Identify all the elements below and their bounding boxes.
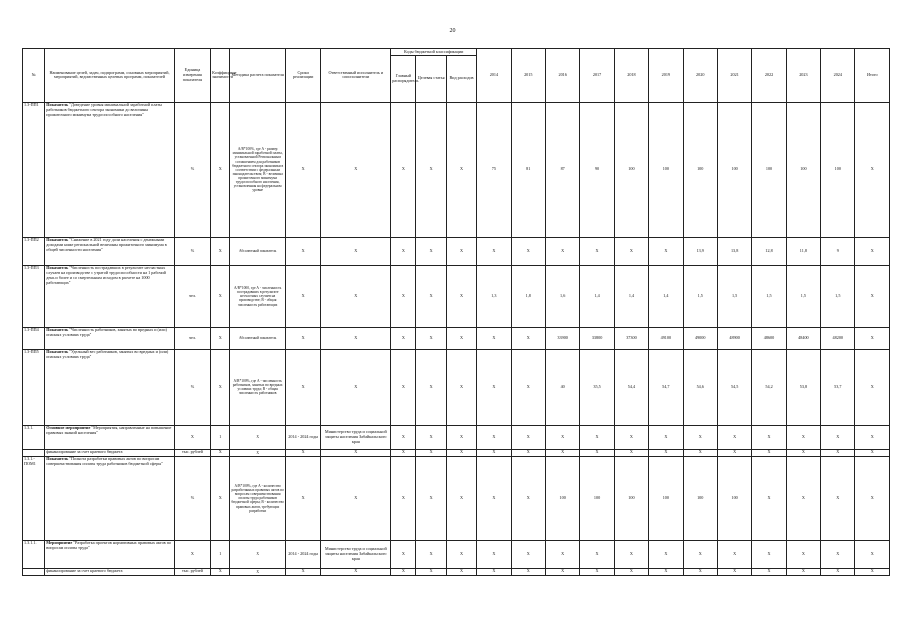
row-year-value: X xyxy=(717,425,751,449)
row-year-value: 100 xyxy=(580,456,614,540)
row-year-value: 1,6 xyxy=(545,265,579,327)
row-year-value: X xyxy=(821,568,855,575)
row-total: X xyxy=(855,265,890,327)
row-method: Абсолютный показатель xyxy=(230,327,286,349)
row-coef: 1 xyxy=(211,425,230,449)
row-total: X xyxy=(855,540,890,568)
row-name xyxy=(45,349,174,425)
header-name: Наименование целей, задач, подпрограмм, основных мероприятий, мероприятий, ведомственных целевых программ, показателей xyxy=(45,49,174,103)
row-year-value: 1,3 xyxy=(477,265,511,327)
header-year: 2016 xyxy=(545,49,579,103)
header-kbk: Коды бюджетной классификации xyxy=(391,49,477,56)
row-unit: % xyxy=(174,237,210,265)
row-kbk-expense: X xyxy=(446,425,476,449)
row-year-value: X xyxy=(545,425,579,449)
header-period: Сроки реализации xyxy=(285,49,320,103)
row-year-value: 100 xyxy=(752,102,786,237)
row-kbk-article: X xyxy=(416,349,446,425)
row-year-value: 33800 xyxy=(580,327,614,349)
row-number: 1.3-ПП3 xyxy=(23,265,45,327)
row-lead: Мероприятие xyxy=(46,540,73,546)
row-name xyxy=(45,265,174,327)
row-year-value: X xyxy=(821,540,855,568)
row-unit: X xyxy=(174,540,210,568)
header-kbk-expense: Вид расходов xyxy=(446,55,476,102)
row-name xyxy=(45,449,174,456)
row-name-text: финансирование за счет краевого бюджета xyxy=(46,568,123,574)
row-unit: % xyxy=(174,349,210,425)
row-year-value: X xyxy=(821,456,855,540)
row-year-value: 53,7 xyxy=(821,349,855,425)
row-period: 2014 - 2024 годы xyxy=(285,425,320,449)
row-year-value: 35,5 xyxy=(580,349,614,425)
row-kbk-main: X xyxy=(391,237,416,265)
header-year: 2018 xyxy=(614,49,648,103)
row-year-value: X xyxy=(545,568,579,575)
row-number: 1.3-ПП5 xyxy=(23,349,45,425)
row-year-value: X xyxy=(614,237,648,265)
table-row xyxy=(23,456,890,540)
row-kbk-article: X xyxy=(416,540,446,568)
row-year-value: 48600 xyxy=(752,327,786,349)
row-year-value: 13,8 xyxy=(717,237,751,265)
row-kbk-expense: X xyxy=(446,449,476,456)
row-kbk-main: X xyxy=(391,425,416,449)
row-year-value: 1,4 xyxy=(614,265,648,327)
row-year-value: X xyxy=(477,456,511,540)
row-kbk-expense: X xyxy=(446,265,476,327)
row-kbk-article: X xyxy=(416,425,446,449)
row-total: X xyxy=(855,568,890,575)
header-kbk-article: Целевая статья xyxy=(416,55,446,102)
row-period: X xyxy=(285,237,320,265)
row-name-text: "Численность пострадавших в результате несчастных случаев на производстве с утратой трудоспособности на 1 рабочий день и более и со смертельным исходом в расчете на 1000 работающих" xyxy=(46,265,166,285)
row-kbk-main: X xyxy=(391,265,416,327)
row-responsible: Министерство труда и социальной защиты населения Забайкальского края xyxy=(321,540,391,568)
table-row xyxy=(23,568,890,575)
row-kbk-article: X xyxy=(416,237,446,265)
row-year-value: 11,8 xyxy=(786,237,820,265)
row-name xyxy=(45,568,174,575)
header-year: 2021 xyxy=(717,49,751,103)
row-year-value: 1,5 xyxy=(717,265,751,327)
row-responsible: X xyxy=(321,456,391,540)
row-name-text: "Удельный вес работников, занятых во вредных и (или) опасных условиях труда" xyxy=(46,349,169,360)
row-year-value: X xyxy=(649,540,683,568)
row-name-text: "Численность работников, занятых во вредных и (или) опасных условиях труда" xyxy=(46,327,167,338)
row-year-value: 100 xyxy=(717,456,751,540)
row-responsible: X xyxy=(321,568,391,575)
row-lead: Основное мероприятие xyxy=(46,425,91,431)
row-kbk-expense: X xyxy=(446,349,476,425)
row-year-value: X xyxy=(580,568,614,575)
header-year: 2019 xyxy=(649,49,683,103)
row-name xyxy=(45,237,174,265)
row-year-value: X xyxy=(511,456,545,540)
row-kbk-expense: X xyxy=(446,102,476,237)
table-row xyxy=(23,540,890,568)
row-period: X xyxy=(285,327,320,349)
row-year-value: X xyxy=(580,449,614,456)
row-total: X xyxy=(855,327,890,349)
row-coef: X xyxy=(211,237,230,265)
row-kbk-main: X xyxy=(391,568,416,575)
row-year-value: 48200 xyxy=(821,327,855,349)
row-year-value: 100 xyxy=(614,102,648,237)
row-year-value: X xyxy=(717,540,751,568)
row-lead: Показатель xyxy=(46,456,69,462)
row-responsible: X xyxy=(321,349,391,425)
row-method: X xyxy=(230,540,286,568)
row-year-value: X xyxy=(614,540,648,568)
row-year-value: 9 xyxy=(821,237,855,265)
row-year-value: 37300 xyxy=(614,327,648,349)
row-year-value: X xyxy=(683,540,717,568)
row-responsible: X xyxy=(321,449,391,456)
row-name-text: финансирование за счет краевого бюджета xyxy=(46,449,123,455)
row-responsible: Министерство труда и социальной защиты населения Забайкальского края xyxy=(321,425,391,449)
row-year-value: X xyxy=(614,568,648,575)
row-year-value: 54,7 xyxy=(649,349,683,425)
row-year-value: X xyxy=(752,568,786,575)
row-kbk-main: X xyxy=(391,540,416,568)
row-name-text: "Разработка проектов нормативных правовых актов по вопросам оплаты труда" xyxy=(46,540,172,551)
header-year: 2014 xyxy=(477,49,511,103)
row-year-value: X xyxy=(580,425,614,449)
row-kbk-expense: X xyxy=(446,568,476,575)
row-total: X xyxy=(855,456,890,540)
row-lead: Показатель xyxy=(46,265,69,271)
table-row xyxy=(23,265,890,327)
row-year-value: X xyxy=(649,568,683,575)
row-year-value: X xyxy=(717,568,751,575)
row-method: X xyxy=(230,425,286,449)
row-year-value: X xyxy=(511,540,545,568)
row-number: 1.3-ПП1 xyxy=(23,102,45,237)
header-year: 2023 xyxy=(786,49,820,103)
row-year-value: 49100 xyxy=(649,327,683,349)
row-year-value: 13,9 xyxy=(683,237,717,265)
row-number: 1.3-ПП4 xyxy=(23,327,45,349)
row-year-value: X xyxy=(477,349,511,425)
row-coef: X xyxy=(211,568,230,575)
row-year-value: 12,8 xyxy=(752,237,786,265)
row-kbk-main: X xyxy=(391,456,416,540)
row-number: 1.3.1. xyxy=(23,425,45,449)
row-kbk-article: X xyxy=(416,102,446,237)
row-number: 1.3.1.-ПОМ1 xyxy=(23,456,45,540)
row-year-value: X xyxy=(511,237,545,265)
row-lead: Показатель xyxy=(46,349,69,355)
row-year-value: X xyxy=(649,449,683,456)
table-row xyxy=(23,327,890,349)
row-year-value: 1,8 xyxy=(511,265,545,327)
row-year-value: 81 xyxy=(511,102,545,237)
row-kbk-article: X xyxy=(416,456,446,540)
row-year-value: X xyxy=(821,449,855,456)
row-year-value: X xyxy=(580,540,614,568)
row-kbk-article: X xyxy=(416,265,446,327)
row-unit: тыс. рублей xyxy=(174,568,210,575)
row-name xyxy=(45,425,174,449)
row-year-value: 87 xyxy=(545,102,579,237)
table-row xyxy=(23,449,890,456)
row-lead: Показатель xyxy=(46,237,69,243)
row-unit: % xyxy=(174,456,210,540)
row-year-value: 100 xyxy=(614,456,648,540)
row-year-value: X xyxy=(511,449,545,456)
header-year: 2015 xyxy=(511,49,545,103)
row-period: X xyxy=(285,102,320,237)
row-unit: тыс. рублей xyxy=(174,449,210,456)
row-year-value: 100 xyxy=(683,102,717,237)
row-method: А/В*1000, где А - численность пострадавших в результате несчастных случаев на производстве; В - общая численность работающих xyxy=(230,265,286,327)
row-year-value: X xyxy=(649,425,683,449)
row-name-text: "Доведение уровня минимальной заработной платы работников бюджетного сектора экономики до величины прожиточного минимума трудоспособного населения" xyxy=(46,102,162,117)
header-year: 2017 xyxy=(580,49,614,103)
row-year-value: X xyxy=(752,540,786,568)
row-year-value: X xyxy=(477,327,511,349)
row-coef: 1 xyxy=(211,540,230,568)
row-year-value: X xyxy=(511,349,545,425)
row-name-text: "Мероприятия, направленные на повышение правовых знаний населения" xyxy=(46,425,172,436)
row-year-value: 49000 xyxy=(683,327,717,349)
row-year-value: 33900 xyxy=(545,327,579,349)
row-year-value: X xyxy=(752,425,786,449)
row-year-value: X xyxy=(752,449,786,456)
row-kbk-expense: X xyxy=(446,456,476,540)
row-unit: X xyxy=(174,425,210,449)
row-year-value: X xyxy=(821,425,855,449)
row-year-value: 100 xyxy=(683,456,717,540)
row-unit: чел. xyxy=(174,265,210,327)
row-total: X xyxy=(855,449,890,456)
row-year-value: X xyxy=(786,568,820,575)
row-year-value: 54,6 xyxy=(683,349,717,425)
row-responsible: X xyxy=(321,265,391,327)
row-year-value: 53,8 xyxy=(786,349,820,425)
row-name-text: "Полнота разработки правовых актов по вопросам совершенствования оплаты труда работников бюджетной сферы" xyxy=(46,456,163,467)
row-lead: Показатель xyxy=(46,102,69,108)
row-year-value: 1,5 xyxy=(786,265,820,327)
row-year-value: X xyxy=(580,237,614,265)
row-year-value: 100 xyxy=(649,456,683,540)
row-name xyxy=(45,456,174,540)
row-kbk-article: X xyxy=(416,568,446,575)
row-period: 2014 - 2024 годы xyxy=(285,540,320,568)
row-coef: X xyxy=(211,265,230,327)
row-year-value: X xyxy=(545,449,579,456)
row-coef: X xyxy=(211,449,230,456)
table-row xyxy=(23,237,890,265)
row-kbk-main: X xyxy=(391,449,416,456)
row-year-value: X xyxy=(614,449,648,456)
header-year: 2022 xyxy=(752,49,786,103)
row-year-value: 54,5 xyxy=(717,349,751,425)
page-number: 20 xyxy=(449,28,456,34)
row-name xyxy=(45,102,174,237)
row-year-value: 90 xyxy=(580,102,614,237)
row-number: 1.3.1.1. xyxy=(23,540,45,568)
row-method: А/В*100%, где А - размер минимальной заработной платы, установленной Региональным соглашением для работников бюджетного сектора экономики в соответствии с федеральным законодательством; В - величина прожиточного минимума трудоспособного населения, установленная на федеральном уровне xyxy=(230,102,286,237)
header-year: 2020 xyxy=(683,49,717,103)
row-year-value: X xyxy=(786,449,820,456)
row-period: X xyxy=(285,456,320,540)
row-period: X xyxy=(285,568,320,575)
row-year-value: X xyxy=(752,456,786,540)
row-total: X xyxy=(855,237,890,265)
row-year-value: X xyxy=(477,540,511,568)
header-year: 2024 xyxy=(821,49,855,103)
row-year-value: X xyxy=(649,237,683,265)
row-method: X xyxy=(230,449,286,456)
header-no: № xyxy=(23,49,45,103)
row-year-value: 1,4 xyxy=(580,265,614,327)
row-year-value: X xyxy=(683,425,717,449)
row-year-value: X xyxy=(786,540,820,568)
table-row xyxy=(23,349,890,425)
row-year-value: X xyxy=(511,568,545,575)
table-row xyxy=(23,425,890,449)
row-year-value: X xyxy=(545,237,579,265)
row-year-value: X xyxy=(477,568,511,575)
table-row xyxy=(23,102,890,237)
row-name xyxy=(45,327,174,349)
row-year-value: X xyxy=(683,449,717,456)
row-number: 1.3-ПП2 xyxy=(23,237,45,265)
row-year-value: 40 xyxy=(545,349,579,425)
row-responsible: X xyxy=(321,237,391,265)
row-year-value: X xyxy=(477,425,511,449)
row-coef: X xyxy=(211,349,230,425)
row-coef: X xyxy=(211,456,230,540)
row-year-value: X xyxy=(511,425,545,449)
row-year-value: X xyxy=(545,540,579,568)
row-method: А/В*100%, где А - численность работников, занятых во вредных условиях труда; В - общая численность работников xyxy=(230,349,286,425)
row-kbk-expense: X xyxy=(446,327,476,349)
row-period: X xyxy=(285,449,320,456)
row-year-value: X xyxy=(786,425,820,449)
header-kbk-main: Главный распорядитель xyxy=(391,55,416,102)
row-year-value: 75 xyxy=(477,102,511,237)
row-year-value: 54,2 xyxy=(752,349,786,425)
row-year-value: 1,4 xyxy=(649,265,683,327)
header-unit: Единица измерения показателя xyxy=(174,49,210,103)
row-unit: чел. xyxy=(174,327,210,349)
header-total: Итого xyxy=(855,49,890,103)
row-period: X xyxy=(285,349,320,425)
row-total: X xyxy=(855,349,890,425)
row-year-value: 48900 xyxy=(717,327,751,349)
row-number xyxy=(23,568,45,575)
row-kbk-main: X xyxy=(391,102,416,237)
row-year-value: 1,5 xyxy=(752,265,786,327)
row-total: X xyxy=(855,102,890,237)
row-name-text: "Снижение в 2021 году доли населения с денежными доходами ниже региональной величины прожиточного минимума в общей численности населения" xyxy=(46,237,167,252)
row-coef: X xyxy=(211,102,230,237)
row-total: X xyxy=(855,425,890,449)
row-year-value: 100 xyxy=(545,456,579,540)
row-kbk-expense: X xyxy=(446,540,476,568)
row-number xyxy=(23,449,45,456)
row-year-value: X xyxy=(717,449,751,456)
row-kbk-main: X xyxy=(391,349,416,425)
row-lead: Показатель xyxy=(46,327,69,333)
row-year-value: 100 xyxy=(821,102,855,237)
row-year-value: 100 xyxy=(717,102,751,237)
row-year-value: 100 xyxy=(786,102,820,237)
row-responsible: X xyxy=(321,327,391,349)
row-year-value: 1,5 xyxy=(821,265,855,327)
row-kbk-main: X xyxy=(391,327,416,349)
header-coef: Коэффициент значимости xyxy=(211,49,230,103)
row-responsible: X xyxy=(321,102,391,237)
row-year-value: X xyxy=(477,449,511,456)
row-year-value: X xyxy=(511,327,545,349)
row-method: А/В*100%, где А - количество разработанных правовых актов по вопросам совершенствования оплаты труда работников бюджетной сферы; В - количество правовых актов, требующих разработки xyxy=(230,456,286,540)
row-kbk-article: X xyxy=(416,449,446,456)
row-year-value: 54,4 xyxy=(614,349,648,425)
row-year-value: X xyxy=(477,237,511,265)
row-method: X xyxy=(230,568,286,575)
header-method: Методика расчета показателя xyxy=(230,49,286,103)
row-year-value: 1,5 xyxy=(683,265,717,327)
row-name xyxy=(45,540,174,568)
header-responsible: Ответственный исполнитель и соисполнители xyxy=(321,49,391,103)
row-year-value: X xyxy=(786,456,820,540)
row-method: Абсолютный показатель xyxy=(230,237,286,265)
row-year-value: 100 xyxy=(649,102,683,237)
row-kbk-expense: X xyxy=(446,237,476,265)
row-year-value: X xyxy=(614,425,648,449)
row-year-value: 48400 xyxy=(786,327,820,349)
program-indicators-table xyxy=(22,48,890,576)
row-unit: % xyxy=(174,102,210,237)
row-period: X xyxy=(285,265,320,327)
row-coef: X xyxy=(211,327,230,349)
row-year-value: X xyxy=(683,568,717,575)
row-kbk-article: X xyxy=(416,327,446,349)
